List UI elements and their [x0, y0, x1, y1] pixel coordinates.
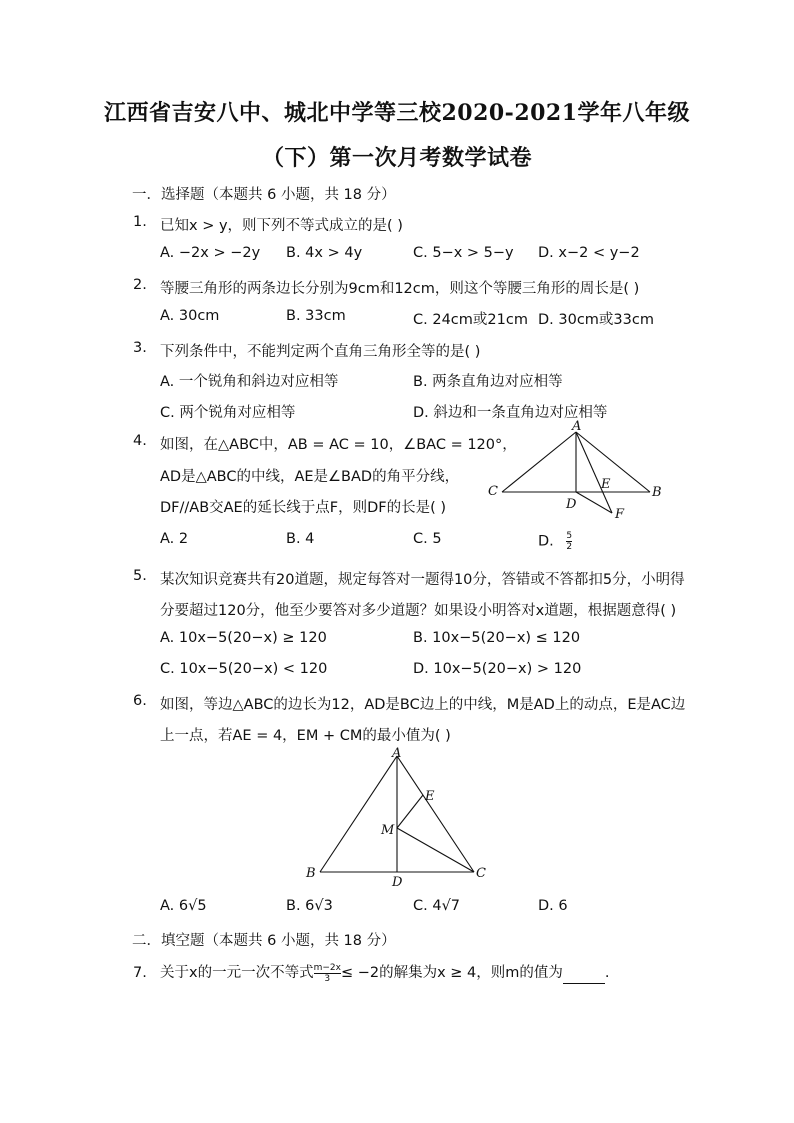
q6-option-b: B. 6√3	[286, 898, 333, 914]
q7-stem-suffix: ≤ −2的解集为x ≥ 4，则m的值为	[340, 965, 563, 981]
q4-fraction-numerator: 5	[566, 531, 573, 541]
q4-option-a: A. 2	[160, 531, 189, 547]
q6-stem-line2: 上一点，若AE = 4，EM + CM的最小值为( )	[160, 728, 451, 744]
q1-stem: 已知x > y，则下列不等式成立的是( )	[160, 218, 403, 234]
q6-label-c: C	[476, 866, 486, 881]
q6-label-e: E	[425, 789, 435, 804]
q7-stem-end: .	[604, 965, 610, 981]
q6-triangle-figure	[302, 746, 496, 890]
q3-option-a: A. 一个锐角和斜边对应相等	[160, 374, 339, 390]
q2-stem: 等腰三角形的两条边长分别为9cm和12cm，则这个等腰三角形的周长是( )	[160, 281, 640, 297]
q4-option-d-fraction	[566, 531, 572, 552]
q7-stem-prefix: 关于x的一元一次不等式	[160, 965, 314, 981]
q6-label-a: A	[392, 746, 402, 761]
q6-option-c: C. 4√7	[413, 898, 461, 914]
exam-title-line2: （下）第一次月考数学试卷	[261, 145, 532, 171]
q5-stem-line2: 分要超过120分，他至少要答对多少道题？如果设小明答对x道题，根据题意得( )	[160, 603, 677, 619]
q6-number: 6.	[133, 693, 147, 709]
q3-stem: 下列条件中，不能判定两个直角三角形全等的是( )	[160, 344, 481, 360]
q4-label-c: C	[488, 484, 498, 499]
q7-stem	[160, 961, 610, 984]
q4-stem-line2: AD是△ABC的中线，AE是∠BAD的角平分线，	[160, 469, 460, 485]
q2-number: 2.	[133, 277, 147, 293]
q7-number: 7.	[133, 965, 147, 981]
q4-option-b: B. 4	[286, 531, 315, 547]
q2-option-a: A. 30cm	[160, 308, 220, 324]
q3-option-d: D. 斜边和一条直角边对应相等	[413, 405, 608, 421]
q4-stem-line3: DF//AB交AE的延长线于点F，则DF的长是( )	[160, 500, 446, 516]
q6-option-d: D. 6	[538, 898, 568, 914]
q1-number: 1.	[133, 214, 147, 230]
q3-number: 3.	[133, 340, 147, 356]
q4-label-a: A	[572, 419, 582, 434]
q5-option-b: B. 10x−5(20−x) ≤ 120	[413, 630, 581, 646]
q7-fraction-numerator: m−2x	[313, 962, 341, 973]
q5-number: 5.	[133, 568, 147, 584]
q3-option-b: B. 两条直角边对应相等	[413, 374, 563, 390]
q6-label-d: D	[392, 875, 403, 890]
q1-option-a: A. −2x > −2y	[160, 245, 261, 261]
q5-option-a: A. 10x−5(20−x) ≥ 120	[160, 630, 327, 646]
q6-label-b: B	[306, 866, 316, 881]
q6-stem-line1: 如图，等边△ABC的边长为12，AD是BC边上的中线，M是AD上的动点，E是AC边	[160, 697, 686, 713]
q4-label-d: D	[566, 497, 577, 512]
q7-fraction-denominator: 3	[324, 973, 331, 984]
exam-title-line1: 江西省吉安八中、城北中学等三校2020-2021学年八年级	[103, 100, 691, 126]
q4-stem-line1: 如图，在△ABC中，AB = AC = 10，∠BAC = 120°，	[160, 437, 517, 453]
section2-heading: 二．填空题（本题共 6 小题，共 18 分）	[132, 933, 396, 949]
q4-number: 4.	[133, 433, 147, 449]
q4-fraction-denominator: 2	[566, 542, 573, 552]
q7-answer-blank	[563, 969, 605, 984]
q4-triangle-figure	[482, 418, 672, 524]
q1-option-d: D. x−2 < y−2	[538, 245, 640, 261]
q5-stem-line1: 某次知识竞赛共有20道题，规定每答对一题得10分，答错或不答都扣5分，小明得	[160, 572, 685, 588]
q4-option-c: C. 5	[413, 531, 442, 547]
q2-option-c: C. 24cm或21cm	[413, 312, 528, 328]
q4-label-b: B	[652, 485, 662, 500]
q3-option-c: C. 两个锐角对应相等	[160, 405, 296, 421]
q4-label-e: E	[601, 477, 611, 492]
q4-option-d-letter: D.	[538, 533, 554, 550]
q2-option-d: D. 30cm或33cm	[538, 312, 654, 328]
section1-heading: 一．选择题（本题共 6 小题，共 18 分）	[132, 187, 396, 203]
q7-fraction	[314, 963, 341, 984]
q4-label-f: F	[615, 507, 625, 522]
q4-option-d	[538, 531, 572, 552]
q5-option-d: D. 10x−5(20−x) > 120	[413, 661, 582, 677]
q1-option-c: C. 5−x > 5−y	[413, 245, 514, 261]
q6-label-m: M	[381, 823, 395, 838]
q6-option-a: A. 6√5	[160, 898, 207, 914]
q2-option-b: B. 33cm	[286, 308, 346, 324]
q5-option-c: C. 10x−5(20−x) < 120	[160, 661, 328, 677]
q1-option-b: B. 4x > 4y	[286, 245, 363, 261]
